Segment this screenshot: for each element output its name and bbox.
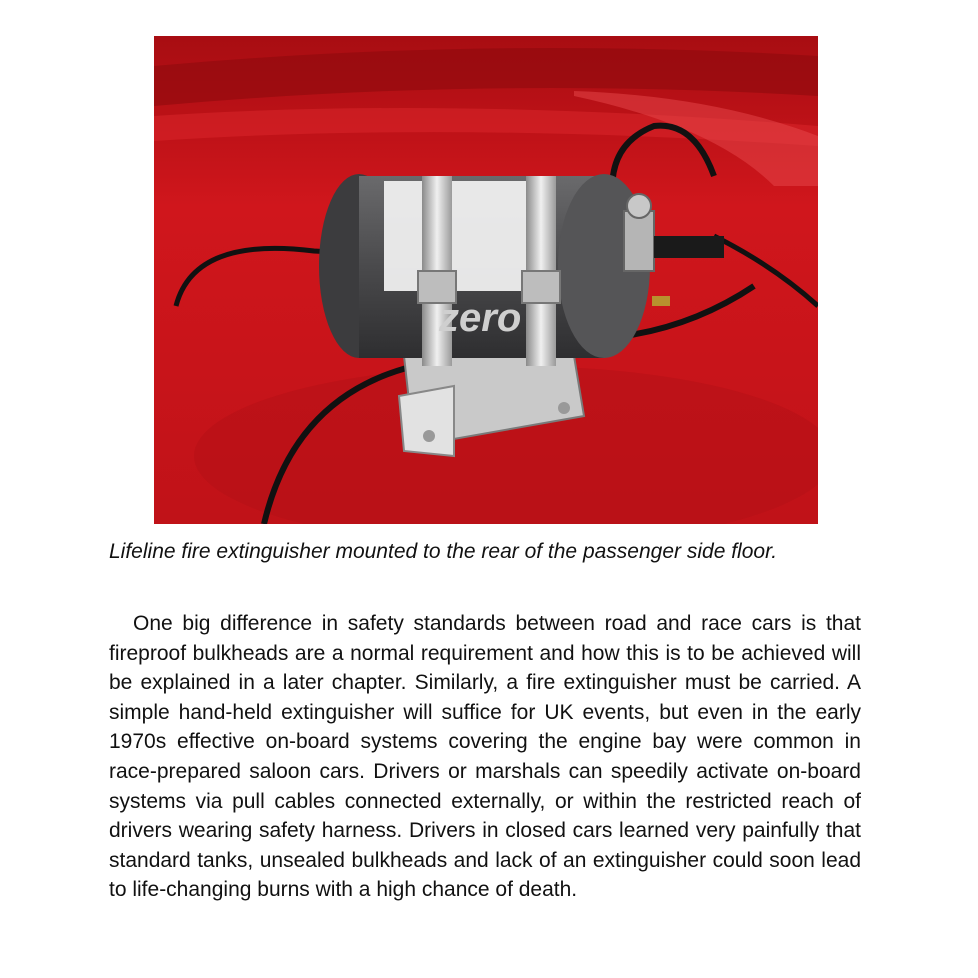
figure-caption: Lifeline fire extinguisher mounted to the rear of the passenger side floor. [109, 540, 778, 563]
brand-logo-text: zero [439, 296, 522, 340]
fire-extinguisher-photo [154, 36, 818, 524]
body-paragraph [109, 609, 861, 905]
body-paragraph-text: One big difference in safety standards between road and race cars is that fireproof bulkheads are a normal requirement and how this is to be achieved will be explained in a later chapter. Similarly, a fire extinguisher must be carried. A simple hand-held extinguisher will suffice for UK events, but even in the early 1970s effective on-board systems covering the engine bay were common in race-prepared saloon cars. Drivers or marshals can speedily activate on-board systems via pull cables connected externally, or within the restricted reach of drivers wearing safety harness. Drivers in closed cars learned very painfully that standard tanks, unsealed bulkheads and lack of an extinguisher could soon lead to life-changing burns with a high chance of death. [109, 612, 861, 902]
